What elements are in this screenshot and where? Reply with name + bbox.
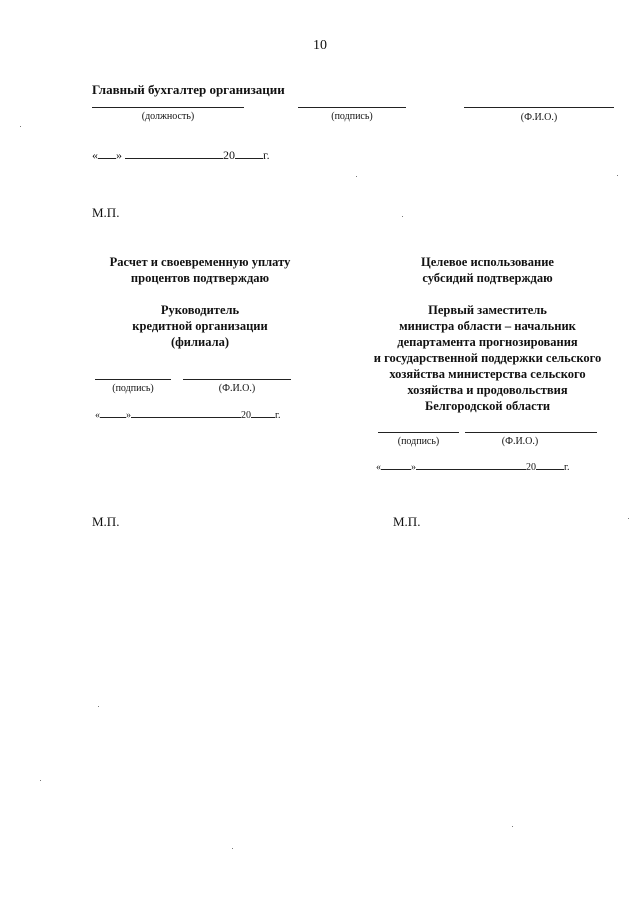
right-date (376, 460, 569, 473)
right-confirm-text (360, 254, 615, 286)
day-blank (98, 147, 116, 159)
page-number: 10 (313, 38, 327, 53)
stamp-left: М.П. (92, 514, 120, 529)
position-caption: (должность) (141, 111, 195, 122)
right-head-text (360, 302, 615, 414)
date-close-quote: » (411, 462, 416, 473)
left-name-caption: (Ф.И.О.) (218, 383, 256, 394)
month-blank (131, 408, 241, 418)
year-suffix: г. (275, 410, 281, 421)
year-prefix: 20 (223, 148, 235, 162)
left-confirm-text (90, 254, 310, 286)
left-head-line-2: кредитной организации (132, 319, 268, 333)
scan-speck (40, 780, 41, 781)
chief-accountant-date (92, 147, 270, 163)
day-blank (100, 408, 126, 418)
date-open-quote: « (92, 148, 98, 162)
year-prefix: 20 (526, 462, 536, 473)
left-signature-caption: (подпись) (112, 383, 154, 394)
month-blank (416, 460, 526, 470)
scan-speck (402, 216, 403, 217)
date-open-quote: « (376, 462, 381, 473)
date-close-quote: » (126, 410, 131, 421)
date-close-quote: » (116, 148, 122, 162)
right-confirm-line-1: Целевое использование (421, 255, 554, 269)
left-confirm-line-1: Расчет и своевременную уплату (109, 255, 291, 269)
right-head-line-6: хозяйства и продовольствия (407, 383, 568, 397)
right-head-line-5: хозяйства министерства сельского (389, 367, 586, 381)
left-name-line (183, 379, 291, 380)
year-suffix: г. (263, 148, 270, 162)
scan-speck (512, 826, 513, 827)
left-head-text (90, 302, 310, 350)
chief-accountant-title: Главный бухгалтер организации (92, 82, 285, 97)
day-blank (381, 460, 411, 470)
left-date (95, 408, 280, 421)
signature-caption: (подпись) (331, 111, 373, 122)
year-blank (251, 408, 275, 418)
year-suffix: г. (564, 462, 570, 473)
right-signature-line (378, 432, 459, 433)
right-head-line-4: и государственной поддержки сельского (373, 351, 602, 365)
left-signature-line (95, 379, 171, 380)
scan-speck (617, 175, 618, 176)
scan-speck (628, 518, 629, 519)
scan-speck (356, 176, 357, 177)
stamp-right: М.П. (393, 514, 421, 529)
right-head-line-1: Первый заместитель (428, 303, 547, 317)
right-confirm-line-2: субсидий подтверждаю (422, 271, 553, 285)
name-line (464, 107, 614, 108)
year-blank (235, 147, 263, 159)
scan-speck (232, 848, 233, 849)
left-confirm-line-2: процентов подтверждаю (130, 271, 270, 285)
year-blank (536, 460, 564, 470)
stamp-chief-accountant: М.П. (92, 205, 120, 220)
date-open-quote: « (95, 410, 100, 421)
left-head-line-1: Руководитель (160, 303, 240, 317)
signature-line (298, 107, 406, 108)
right-head-line-7: Белгородской области (424, 399, 551, 413)
left-head-line-3: (филиала) (170, 335, 229, 349)
scan-speck (20, 126, 21, 127)
scan-speck (98, 706, 99, 707)
right-signature-caption: (подпись) (397, 436, 440, 447)
year-prefix: 20 (241, 410, 251, 421)
right-head-line-2: министра области – начальник (399, 319, 576, 333)
name-caption: (Ф.И.О.) (520, 112, 558, 123)
month-blank (125, 147, 223, 159)
right-name-caption: (Ф.И.О.) (501, 436, 539, 447)
right-head-line-3: департамента прогнозирования (397, 335, 578, 349)
position-line (92, 107, 244, 108)
right-name-line (465, 432, 597, 433)
